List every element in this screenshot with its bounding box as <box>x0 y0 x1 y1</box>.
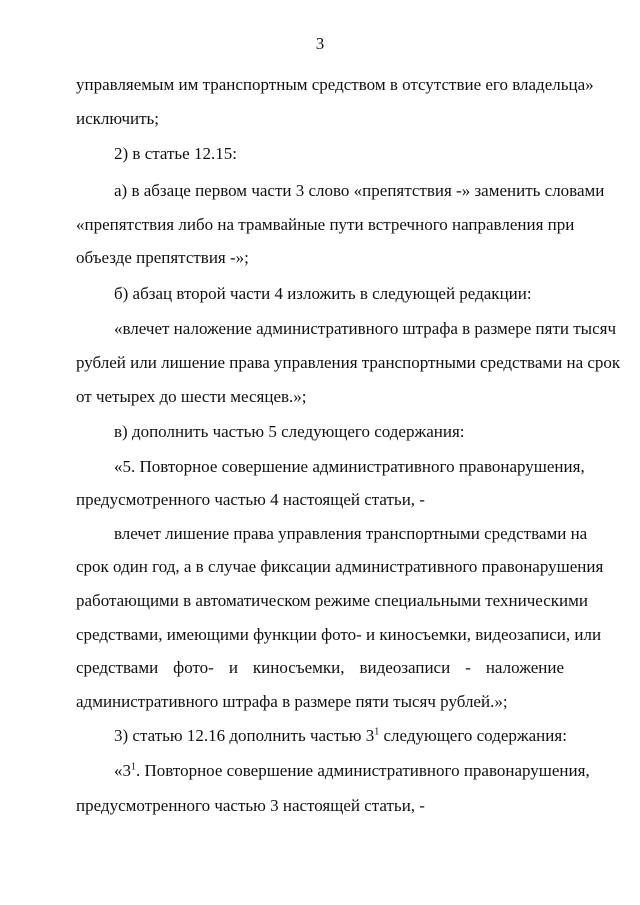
superscript-1: 1 <box>374 726 380 738</box>
text-line-1: управляемым им транспортным средством в отсутствие его владельца» <box>76 75 594 94</box>
text-line-5: «препятствия либо на трамвайные пути встречного направления при <box>76 215 575 234</box>
text-line-12: «5. Повторное совершение административного правонарушения, <box>114 457 585 476</box>
text-line-4: а) в абзаце первом части 3 слово «препятствия -» заменить словами <box>114 181 605 200</box>
text-line-18: средствами фото- и киносъемки, видеозаписи - наложение <box>76 658 564 677</box>
text-line-17: средствами, имеющими функции фото- и киносъемки, видеозаписи, или <box>76 625 602 644</box>
text-line-16: работающими в автоматическом режиме специальными техническими <box>76 591 588 610</box>
text-line-21-part-1: «3 <box>114 761 131 780</box>
text-line-21 <box>114 760 590 782</box>
text-line-10: от четырех до шести месяцев.»; <box>76 387 307 406</box>
text-line-19: административного штрафа в размере пяти тысяч рублей.»; <box>76 692 508 711</box>
text-line-2: исключить; <box>76 109 159 128</box>
text-line-7: б) абзац второй части 4 изложить в следующей редакции: <box>114 284 532 303</box>
item-2-heading: 2) в статье 12.15: <box>114 144 237 163</box>
text-line-20-part-1: 3) статью 12.16 дополнить частью 3 <box>114 726 375 745</box>
text-line-13: предусмотренного частью 4 настоящей статьи, - <box>76 490 425 509</box>
text-line-9: рублей или лишение права управления транспортными средствами на срок <box>76 353 621 372</box>
page-number: 3 <box>315 34 325 53</box>
superscript-2: 1 <box>131 761 136 773</box>
text-line-8: «влечет наложение административного штрафа в размере пяти тысяч <box>114 319 617 338</box>
text-line-14: влечет лишение права управления транспортными средствами на <box>114 524 588 543</box>
text-line-15: срок один год, а в случае фиксации административного правонарушения <box>76 557 604 576</box>
text-line-21-part-2: . Повторное совершение административного правонарушения, <box>136 761 590 780</box>
text-line-6: объезде препятствия -»; <box>76 248 249 267</box>
text-line-20-part-2: следующего содержания: <box>379 726 567 745</box>
text-line-20 <box>114 725 567 747</box>
text-line-11: в) дополнить частью 5 следующего содержания: <box>114 422 465 441</box>
text-line-22: предусмотренного частью 3 настоящей статьи, - <box>76 796 425 815</box>
